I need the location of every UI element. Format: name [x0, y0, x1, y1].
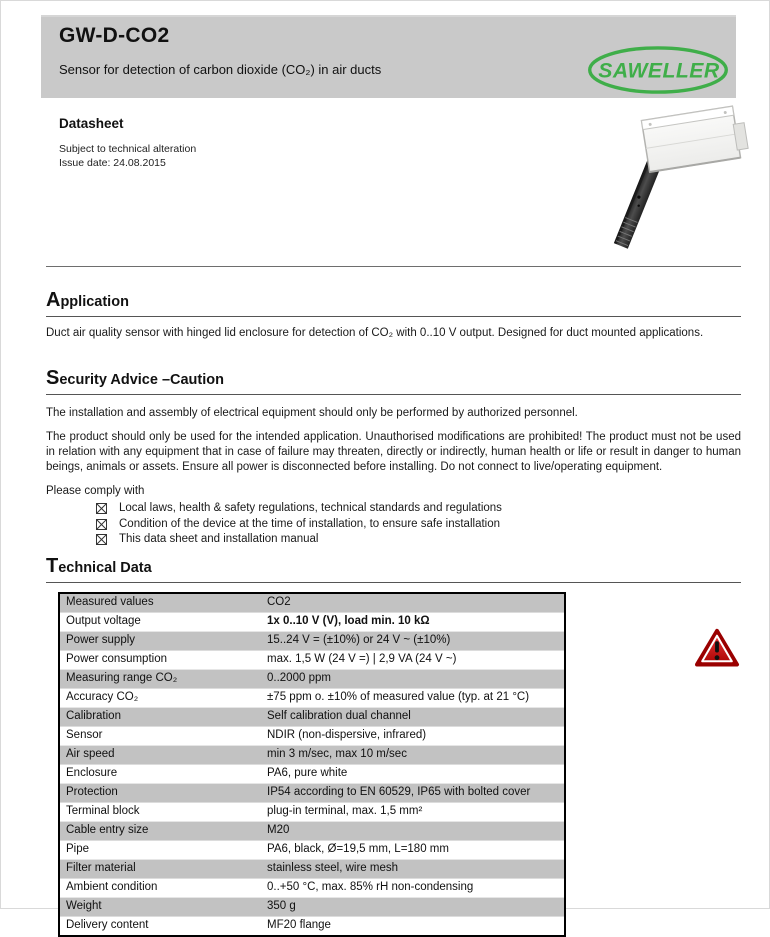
spec-label: Measuring range CO₂ — [59, 669, 261, 688]
technical-data-heading: Technical Data — [46, 555, 741, 583]
table-row — [59, 650, 565, 669]
table-row — [59, 593, 565, 613]
spec-value: MF20 flange — [261, 916, 565, 936]
spec-label: Protection — [59, 783, 261, 802]
main-content — [46, 284, 741, 937]
product-photo — [597, 101, 749, 259]
checked-box-icon — [96, 519, 107, 530]
spec-label: Cable entry size — [59, 821, 261, 840]
spec-value: PA6, pure white — [261, 764, 565, 783]
spec-label: Pipe — [59, 840, 261, 859]
spec-label: Output voltage — [59, 612, 261, 631]
comply-item-text: Condition of the device at the time of installation, to ensure safe installation — [119, 517, 501, 530]
spec-label: Power supply — [59, 631, 261, 650]
spec-label: Calibration — [59, 707, 261, 726]
divider-line — [46, 266, 741, 267]
spec-label: Enclosure — [59, 764, 261, 783]
spec-label: Accuracy CO₂ — [59, 688, 261, 707]
table-row — [59, 840, 565, 859]
technical-data-table — [58, 592, 566, 937]
spec-value: 0..2000 ppm — [261, 669, 565, 688]
table-row — [59, 726, 565, 745]
table-row — [59, 707, 565, 726]
spec-value: 1x 0..10 V (V), load min. 10 kΩ — [261, 612, 565, 631]
spec-value: M20 — [261, 821, 565, 840]
table-row — [59, 783, 565, 802]
header-band — [41, 15, 736, 98]
spec-value: 0..+50 °C, max. 85% rH non-condensing — [261, 878, 565, 897]
spec-value: IP54 according to EN 60529, IP65 with bolted cover — [261, 783, 565, 802]
table-row — [59, 612, 565, 631]
table-row — [59, 821, 565, 840]
comply-item — [96, 517, 741, 533]
spec-label: Terminal block — [59, 802, 261, 821]
spec-value: 15..24 V = (±10%) or 24 V ~ (±10%) — [261, 631, 565, 650]
checked-box-icon — [96, 503, 107, 514]
table-row — [59, 669, 565, 688]
logo-text: SAWELLER — [598, 59, 720, 83]
spec-label: Delivery content — [59, 916, 261, 936]
spec-label: Sensor — [59, 726, 261, 745]
comply-item-text: This data sheet and installation manual — [119, 533, 319, 545]
security-heading-text: Security Advice –Caution — [46, 367, 224, 389]
table-row — [59, 859, 565, 878]
application-text: Duct air quality sensor with hinged lid enclosure for detection of CO₂ with 0..10 V output. Designed for duct mounted applications. — [46, 327, 704, 339]
table-row — [59, 897, 565, 916]
spec-label: Weight — [59, 897, 261, 916]
security-paragraph-1: The installation and assembly of electrical equipment should only be performed by authorized personnel. — [46, 407, 578, 419]
issue-date: Issue date: 24.08.2015 — [59, 157, 166, 169]
spec-value: PA6, black, Ø=19,5 mm, L=180 mm — [261, 840, 565, 859]
table-row — [59, 916, 565, 936]
spec-value: Self calibration dual channel — [261, 707, 565, 726]
spec-label: Air speed — [59, 745, 261, 764]
datasheet-heading: Datasheet — [59, 116, 124, 131]
table-row — [59, 878, 565, 897]
table-row — [59, 764, 565, 783]
comply-intro: Please comply with — [46, 485, 145, 497]
sensor-enclosure — [642, 105, 750, 172]
checked-box-icon — [96, 534, 107, 545]
spec-label: Power consumption — [59, 650, 261, 669]
table-row — [59, 745, 565, 764]
spec-value: ±75 ppm o. ±10% of measured value (typ. at 21 °C) — [261, 688, 565, 707]
saweller-logo-icon — [585, 45, 731, 95]
table-row — [59, 688, 565, 707]
page-subtitle: Sensor for detection of carbon dioxide (CO₂) in air ducts — [59, 62, 382, 77]
table-row — [59, 631, 565, 650]
comply-item — [96, 532, 741, 548]
warning-triangle-icon — [693, 626, 741, 671]
spec-value: 350 g — [261, 897, 565, 916]
spec-value: min 3 m/sec, max 10 m/sec — [261, 745, 565, 764]
comply-item-text: Local laws, health & safety regulations, technical standards and regulations — [119, 502, 502, 514]
spec-value: CO2 — [261, 593, 565, 613]
spec-value: stainless steel, wire mesh — [261, 859, 565, 878]
table-row — [59, 802, 565, 821]
application-heading: Application — [46, 289, 741, 317]
security-paragraph-2: The product should only be used for the intended application. Unauthorised modifications are prohibited! The product must not be used in relation with any equipment that in case of failure may threaten, directly or indirectly, human health or life or result in danger to human beings, animals or assets. Ensure all power is disconnected before installing. Do not connect to live/operating equipment. — [46, 431, 741, 473]
comply-list — [46, 501, 741, 548]
spec-label: Measured values — [59, 593, 261, 613]
meta-block — [59, 116, 196, 170]
spec-value: plug-in terminal, max. 1,5 mm² — [261, 802, 565, 821]
alteration-note: Subject to technical alteration — [59, 143, 197, 155]
comply-item — [96, 501, 741, 517]
spec-value: max. 1,5 W (24 V =) | 2,9 VA (24 V ~) — [261, 650, 565, 669]
spec-value: NDIR (non-dispersive, infrared) — [261, 726, 565, 745]
spec-label: Filter material — [59, 859, 261, 878]
spec-label: Ambient condition — [59, 878, 261, 897]
security-heading — [46, 367, 741, 395]
page-title: GW-D-CO2 — [59, 24, 170, 47]
